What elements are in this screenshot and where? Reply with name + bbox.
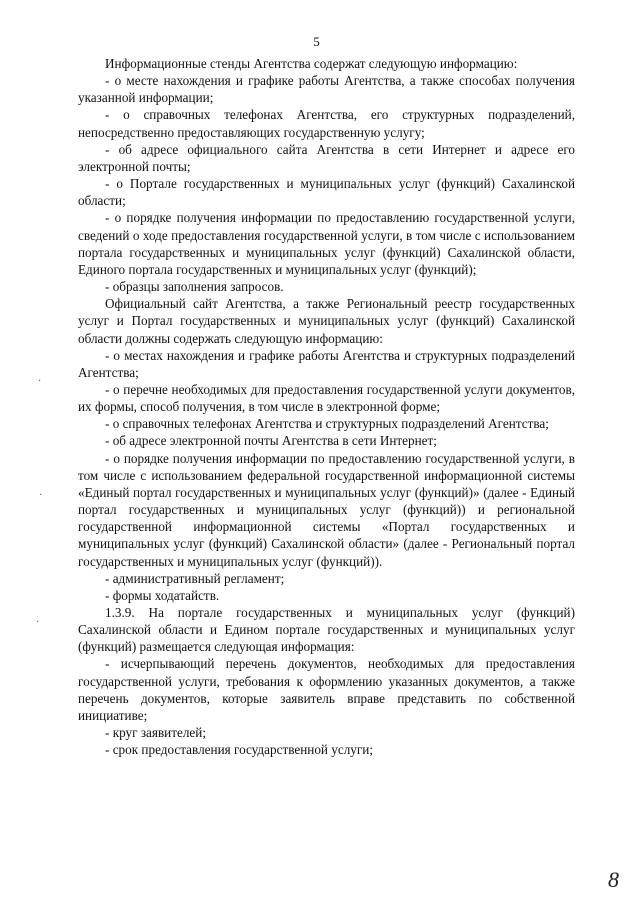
scan-speck: · [38, 376, 42, 387]
paragraph: Официальный сайт Агентства, а также Региональный реестр государственных услуг и Портал государственных и муниципальных услуг (функций) Сахалинской области должны содержать следующую информацию: [78, 296, 575, 346]
list-item: - о порядке получения информации по предоставлению государственной услуги, в том числе с использованием федеральной государственной информационной системы «Единый портал государственных и муниципальных услуг (функций)» (далее - Единый портал государственных и муниципальных услуг (функций)) и региональной государственной информационной системы «Портал государственных и муниципальных услуг (функций) Сахалинской области» (далее - Региональный портал государственных и муниципальных услуг (функций)). [78, 450, 575, 569]
page-number: 5 [313, 34, 320, 49]
scan-speck: · [39, 490, 43, 501]
list-item: - о Портале государственных и муниципальных услуг (функций) Сахалинской области; [78, 176, 575, 209]
list-item: - формы ходатайств. [105, 587, 220, 603]
scan-speck: · [36, 617, 40, 628]
list-item: - о порядке получения информации по предоставлению государственной услуги, сведений о ходе предоставления государственной услуги, в том числе с использованием портала государственных и муниципальных услуг (функций) Сахалинской области, Единого портала государственных и муниципальных услуг (функций); [78, 210, 575, 277]
list-item: - о месте нахождения и графике работы Агентства, а также способах получения указанной информации; [78, 73, 575, 106]
section-paragraph: 1.3.9. На портале государственных и муниципальных услуг (функций) Сахалинской области и Едином портале государственных и муниципальных услуг (функций) размещается следующая информация: [78, 605, 575, 655]
list-item: - исчерпывающий перечень документов, необходимых для предоставления государственной услуги, требования к оформлению указанных документов, а также перечень документов, которые заявитель вправе представить по собственной инициативе; [78, 656, 575, 723]
list-item: - образцы заполнения запросов. [105, 279, 284, 295]
list-item: - административный регламент; [105, 570, 285, 586]
list-item: - о справочных телефонах Агентства, его структурных подразделений, непосредственно предоставляющих государственную услугу; [78, 107, 575, 140]
paragraph: Информационные стенды Агентства содержат следующую информацию: [105, 56, 518, 71]
list-item: - об адресе электронной почты Агентства в сети Интернет; [105, 433, 437, 449]
list-item: - о справочных телефонах Агентства и структурных подразделений Агентства; [105, 416, 549, 432]
list-item: - круг заявителей; [105, 725, 206, 741]
list-item: - о местах нахождения и графике работы Агентства и структурных подразделений Агентства; [78, 347, 575, 380]
list-item: - о перечне необходимых для предоставления государственной услуги документов, их формы, способ получения, в том числе в электронной форме; [78, 381, 575, 415]
list-item: - срок предоставления государственной услуги; [105, 742, 374, 758]
handwritten-page-mark: 8 [608, 867, 619, 892]
document-body [78, 55, 575, 758]
list-item: - об адресе официального сайта Агентства в сети Интернет и адресе его электронной почты; [78, 141, 575, 174]
